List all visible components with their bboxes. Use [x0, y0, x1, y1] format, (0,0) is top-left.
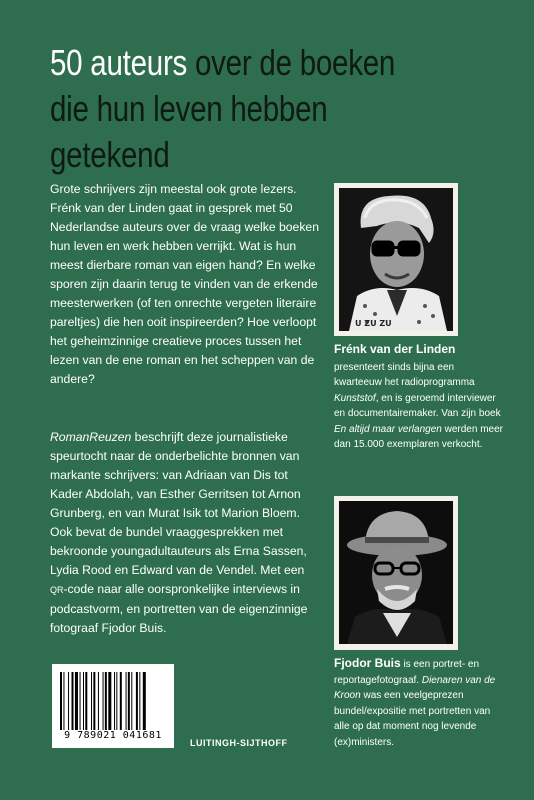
barcode-bar: [93, 672, 95, 730]
author-name-fjodor: Fjodor Buis: [334, 656, 401, 670]
barcode-bar: [114, 672, 115, 730]
barcode-bar: [108, 672, 111, 730]
barcode-bar: [83, 672, 84, 730]
paragraph-2-text-b: -code naar alle oorspronkelijke interviews in podcastvorm, en portretten van de eigenzinnige fotograaf Fjodor Buis.: [50, 582, 308, 635]
isbn-barcode: [52, 664, 174, 748]
barcode-bar: [103, 672, 104, 730]
barcode-bar: [63, 672, 64, 730]
barcode-bar: [116, 672, 117, 730]
bio-fjodor-book: Dienaren van de Kroon: [334, 674, 496, 701]
qr-abbreviation: QR: [50, 585, 64, 595]
book-title-italic: RomanReuzen: [50, 430, 132, 444]
body-paragraph-2: [50, 428, 322, 638]
headline-line-1: [50, 40, 427, 86]
barcode-bar: [68, 672, 69, 730]
barcode-bar: [72, 672, 74, 730]
barcode-bar: [98, 672, 99, 730]
bio-frank-show: Kunststof: [334, 392, 376, 404]
barcode-bar: [143, 672, 146, 730]
barcode-bar: [120, 672, 122, 730]
barcode-bar: [136, 672, 138, 730]
author-photo-frank-frame: [334, 183, 458, 336]
paragraph-2-text-a: beschrijft deze journalistieke speurtocht naar de onderbelichte bronnen van markante schrijvers: van Adriaan van Dis tot Kader Abdolah, van Esther Gerritsen tot Arnon Grunberg, en van Murat Isik tot Marion Bloem. Ook bevat de bundel vraaggesprekken met bekroonde youngadultauteurs als Erna Sassen, Lydia Rood en Edward van de Vendel. Met een: [50, 430, 307, 577]
barcode-bar: [91, 672, 92, 730]
author-photo-fjodor: [339, 501, 453, 644]
author-bio-frank: [334, 342, 504, 453]
barcode-bar: [85, 672, 87, 730]
isbn-number: 9 789021 041681: [64, 730, 162, 741]
shirt-print-text: U ZU ZU: [355, 319, 392, 328]
publisher-logo: LUITINGH-SIJTHOFF: [190, 738, 288, 748]
bio-frank-text-c: werden meer dan 15.000 exemplaren verkocht.: [334, 423, 503, 450]
headline-dark-text-1: over de boeken: [187, 42, 396, 83]
bio-fjodor-text-a: is een portret- en reportagefotograaf.: [334, 659, 480, 686]
bio-frank-book: En altijd maar verlangen: [334, 423, 442, 435]
body-paragraph-1: Grote schrijvers zijn meestal ook grote lezers. Frénk van der Linden gaat in gesprek met 50 Nederlandse auteurs over de vraag welke boeken hun leven en werk hebben verrijkt. Wat is hun meest dierbare roman van eigen hand? En welke sporen zijn daarin terug te vinden van de erkende meesterwerken (of ten onrechte vergeten literaire pareltjes) die hen ooit inspireerden? Hoe verloopt het geheimzinnige creatieve proces tussen het lezen van de ene roman en het scheppen van de andere?: [50, 182, 319, 386]
author-portrait-illustration-1: [339, 188, 453, 331]
author-photo-frank: [339, 188, 453, 331]
headline-white-text: 50 auteurs: [50, 42, 188, 83]
barcode-bar: [105, 672, 107, 730]
barcode-bar: [131, 672, 132, 730]
headline-line-2: die hun leven hebben getekend: [50, 88, 328, 175]
bio-frank-text-a: presenteert sinds bijna een kwarteeuw het radioprogramma: [334, 361, 475, 388]
barcode-bar: [128, 672, 130, 730]
barcode-bar: [126, 672, 127, 730]
barcode-bar: [80, 672, 81, 730]
headline: [50, 40, 427, 178]
barcode-bars-icon: [60, 672, 166, 730]
barcode-bar: [60, 672, 62, 730]
barcode-bar: [139, 672, 140, 730]
author-portrait-illustration-2: [339, 501, 453, 644]
bio-frank-text-b: , en is geroemd interviewer en documentairemaker. Van zijn boek: [334, 392, 501, 419]
author-photo-fjodor-frame: [334, 496, 458, 650]
author-bio-fjodor: [334, 656, 504, 750]
barcode-bar: [75, 672, 78, 730]
bio-fjodor-text-b: was een veelgeprezen bundel/expositie met portretten van alle op dat moment nog levende (ex)ministers.: [334, 690, 491, 748]
author-name-frank: Frénk van der Linden: [334, 342, 456, 356]
